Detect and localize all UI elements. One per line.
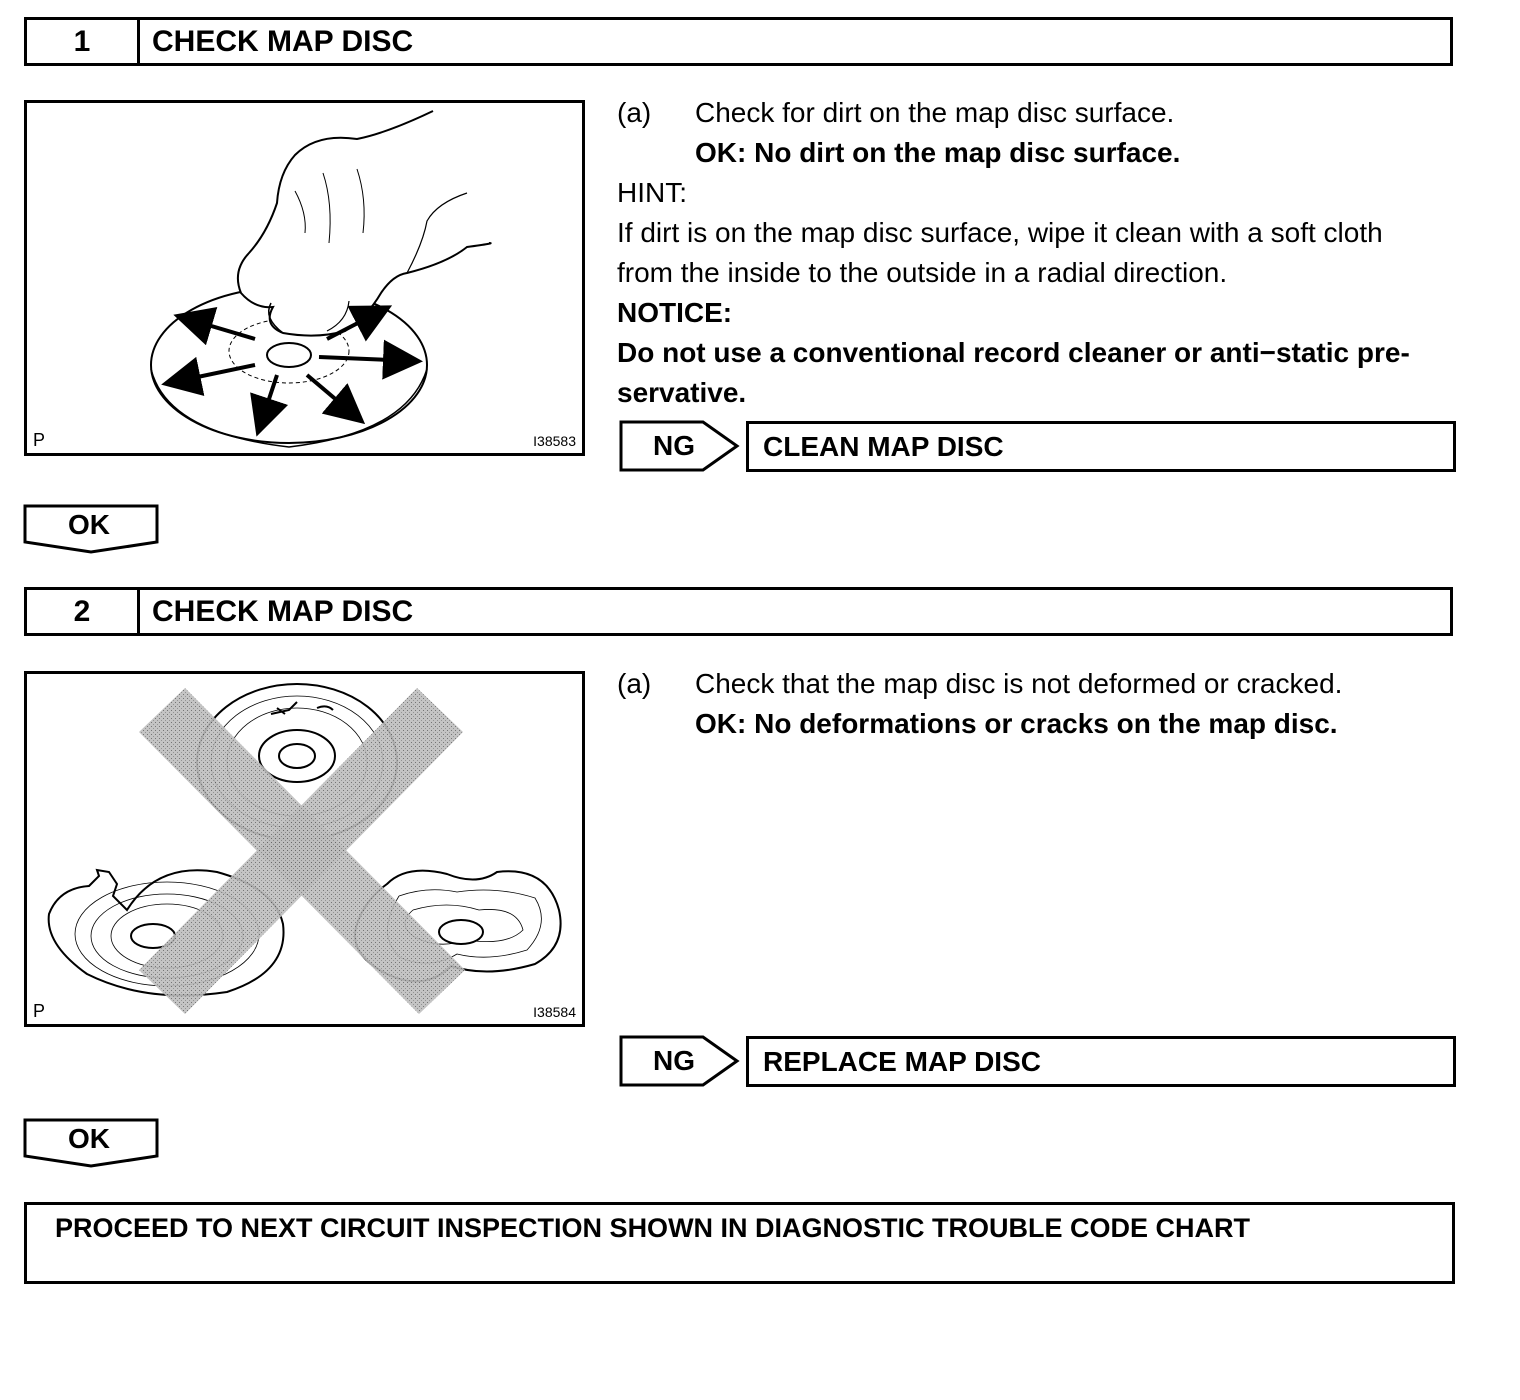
damaged-disc-figure	[27, 674, 582, 1024]
disc-cleaning-figure	[27, 103, 582, 453]
figure-id: I38584	[533, 1004, 576, 1020]
step-2-item-label: (a)	[617, 668, 652, 699]
step-1-hint-label: HINT:	[617, 177, 687, 208]
step-1-illustration	[24, 100, 585, 456]
step-1-notice-label: NOTICE:	[617, 297, 733, 328]
step-1-title: CHECK MAP DISC	[152, 24, 414, 58]
step-2-ng-arrow	[619, 1035, 741, 1087]
step-1-ng-label: NG	[653, 430, 695, 461]
figure-id: I38583	[533, 433, 576, 449]
step-1-number: 1	[27, 20, 140, 63]
step-1-hint-line-1: If dirt is on the map disc surface, wipe it clean with a soft cloth	[617, 217, 1383, 248]
figure-p-mark: P	[33, 1001, 46, 1021]
step-2-header	[24, 587, 1453, 636]
step-1-notice-line-1: Do not use a conventional record cleaner or anti−static pre-	[617, 337, 1410, 368]
final-instruction-box	[24, 1202, 1455, 1284]
step-1-header	[24, 17, 1453, 66]
step-1-ng-action: CLEAN MAP DISC	[746, 421, 1456, 472]
step-2-number: 2	[27, 590, 140, 633]
step-1-hint-line-2: from the inside to the outside in a radial direction.	[617, 257, 1228, 288]
step-1-check-text: Check for dirt on the map disc surface.	[695, 97, 1175, 128]
step-2-ok-criteria: OK: No deformations or cracks on the map disc.	[695, 708, 1338, 739]
step-2-ok-label: OK	[68, 1123, 110, 1154]
step-1-item-label: (a)	[617, 97, 652, 128]
final-instruction-text: PROCEED TO NEXT CIRCUIT INSPECTION SHOWN IN DIAGNOSTIC TROUBLE CODE CHART	[55, 1213, 1251, 1243]
step-2-ng-label: NG	[653, 1045, 695, 1076]
step-2-illustration	[24, 671, 585, 1027]
step-1-notice-line-2: servative.	[617, 377, 747, 408]
figure-p-mark: P	[33, 430, 46, 450]
step-1-ok-arrow	[22, 504, 162, 556]
step-1-ng-arrow	[619, 420, 741, 472]
step-2-ng-action: REPLACE MAP DISC	[746, 1036, 1456, 1087]
step-2-ok-arrow	[22, 1118, 162, 1170]
step-2-title: CHECK MAP DISC	[152, 594, 414, 628]
step-1-ok-criteria: OK: No dirt on the map disc surface.	[695, 137, 1181, 168]
step-2-check-text: Check that the map disc is not deformed or cracked.	[695, 668, 1343, 699]
step-1-ok-label: OK	[68, 509, 110, 540]
